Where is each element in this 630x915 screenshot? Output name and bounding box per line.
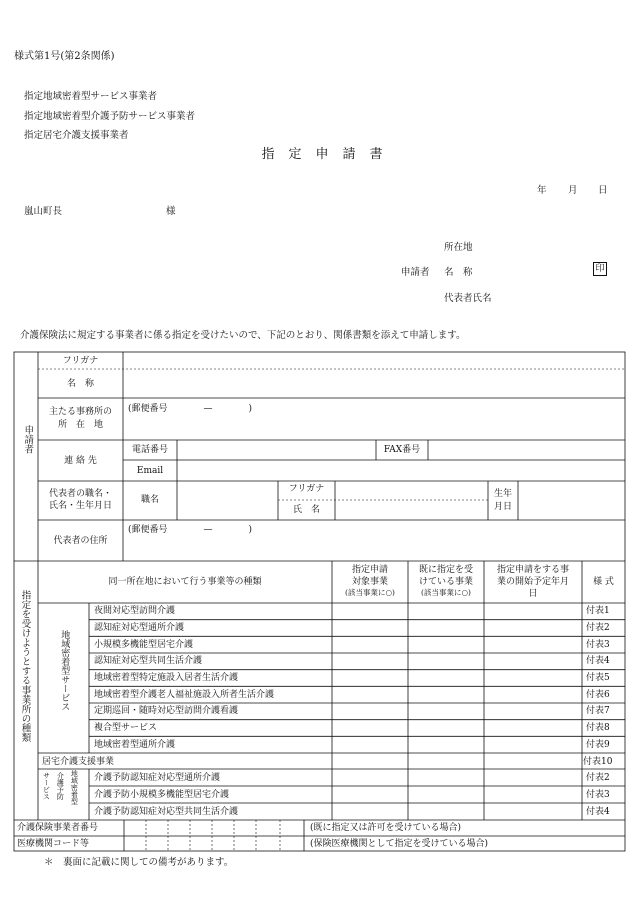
addressee-1: 指定地域密着型サービス事業者: [24, 91, 158, 102]
recipient-honorific: 様: [166, 206, 176, 217]
service-row-2-form: 付表2: [586, 623, 610, 633]
prev-row-3-name: 介護予防認知症対応型共同生活介護: [94, 807, 239, 817]
birth-label-1: 生年: [493, 489, 512, 499]
header-target-2: 対象事業: [351, 577, 388, 587]
rep-address-label: 代表者の住所: [53, 536, 108, 546]
rep-name-label: 氏 名: [292, 505, 320, 515]
service-row-8-name: 複合型サービス: [94, 723, 158, 733]
service-row-2-name: 認知症対応型通所介護: [94, 623, 185, 633]
form-number: 様式第1号(第2条関係): [14, 51, 115, 62]
prev-row-1-form: 付表2: [586, 773, 610, 783]
service-row-5-name: 地域密着型特定施設入居者生活介護: [94, 673, 239, 683]
medical-code-note: (保険医療機関として指定を受けている場合): [310, 839, 489, 849]
service-row-3-form: 付表3: [586, 640, 610, 650]
date-day: 日: [598, 185, 608, 196]
header-target-3: (該当事業に○): [345, 588, 395, 597]
applicant-side-label: 申請者: [22, 425, 34, 454]
birth-label-2: 月日: [493, 502, 512, 512]
job-title-label: 職名: [140, 495, 159, 505]
service-row-1-name: 夜間対応型訪問介護: [94, 606, 176, 616]
office-type-side-label: 指定を受けようとする事業所の種類: [19, 590, 31, 742]
header-kind: 同一所在地において行う事業等の種類: [108, 577, 262, 587]
applicant-rep-label: 代表者氏名: [444, 293, 492, 304]
date-month: 月: [568, 185, 578, 196]
applicant-name-label: 名 称: [444, 267, 473, 278]
header-existing-1: 既に指定を受: [418, 565, 473, 575]
fax-label: FAX番号: [383, 445, 421, 455]
group-prevention-label-a: 地域密着型: [70, 770, 79, 805]
postal-code-field[interactable]: (郵便番号 — ): [128, 404, 253, 414]
home-care-form: 付表10: [583, 757, 613, 767]
service-row-9-name: 地域密着型通所介護: [94, 740, 176, 750]
group-prevention-label-b: 介護予防: [56, 772, 65, 800]
recipient-name: 嵐山町長: [24, 206, 63, 217]
rep-info-label-2: 氏名・生年月日: [48, 501, 112, 511]
insurance-number-label: 介護保険事業者番号: [17, 823, 99, 833]
footnote: ＊ 裏面に記載に関しての備考があります。: [44, 857, 234, 868]
prev-row-2-name: 介護予防小規模多機能型居宅介護: [94, 790, 230, 800]
service-row-9-form: 付表9: [586, 740, 610, 750]
insurance-number-note: (既に指定又は許可を受けている場合): [310, 823, 462, 833]
service-row-1-form: 付表1: [586, 606, 610, 616]
email-label: Email: [136, 466, 164, 476]
rep-postal-code-field[interactable]: (郵便番号 — ): [128, 525, 253, 535]
contact-label: 連 絡 先: [64, 456, 97, 466]
tel-label: 電話番号: [131, 445, 168, 455]
group-community-label: 地域密着型サービス: [59, 630, 70, 711]
addressee-3: 指定居宅介護支援事業者: [24, 130, 129, 141]
header-existing-2: けている事業: [418, 577, 473, 587]
addressee-2: 指定地域密着型介護予防サービス事業者: [24, 111, 196, 122]
header-form: 様 式: [593, 577, 614, 587]
name-label: 名 称: [66, 379, 94, 389]
header-existing-3: (該当事業に○): [421, 588, 471, 597]
prev-row-1-name: 介護予防認知症対応型通所介護: [94, 773, 221, 783]
service-row-6-form: 付表6: [586, 690, 610, 700]
medical-code-label: 医療機関コード等: [17, 839, 90, 849]
office-address-label-1: 主たる事務所の: [48, 407, 112, 417]
service-row-7-name: 定期巡回・随時対応型訪問介護看護: [94, 706, 239, 716]
furigana-label: フリガナ: [62, 356, 99, 366]
service-row-3-name: 小規模多機能型居宅介護: [94, 640, 194, 650]
service-row-6-name: 地域密着型介護老人福祉施設入所者生活介護: [94, 690, 275, 700]
service-row-4-name: 認知症対応型共同生活介護: [94, 656, 203, 666]
header-target-1: 指定申請: [351, 565, 388, 575]
group-prevention-label-c: サービス: [42, 772, 51, 800]
date-year: 年: [537, 185, 547, 196]
furigana2-label: フリガナ: [288, 484, 325, 494]
applicant-label: 申請者: [401, 267, 430, 278]
seal-mark: 印: [593, 262, 607, 276]
office-address-label-2: 所 在 地: [57, 420, 103, 430]
header-start-2: 業の開始予定年月: [496, 577, 569, 587]
home-care-name: 居宅介護支援事業: [42, 757, 115, 767]
lead-text: 介護保険法に規定する事業者に係る指定を受けたいので、下記のとおり、関係書類を添えて申請します。: [20, 330, 466, 341]
header-start-3: 日: [528, 589, 538, 599]
header-start-1: 指定申請をする事: [496, 565, 569, 575]
service-row-5-form: 付表5: [586, 673, 610, 683]
service-row-7-form: 付表7: [586, 706, 610, 716]
service-row-8-form: 付表8: [586, 723, 610, 733]
prev-row-3-form: 付表4: [586, 807, 610, 817]
service-row-4-form: 付表4: [586, 656, 610, 666]
prev-row-2-form: 付表3: [586, 790, 610, 800]
applicant-address-label: 所在地: [444, 242, 473, 253]
rep-info-label-1: 代表者の職名・: [48, 489, 112, 499]
document-title: 指定申請書: [261, 147, 397, 162]
